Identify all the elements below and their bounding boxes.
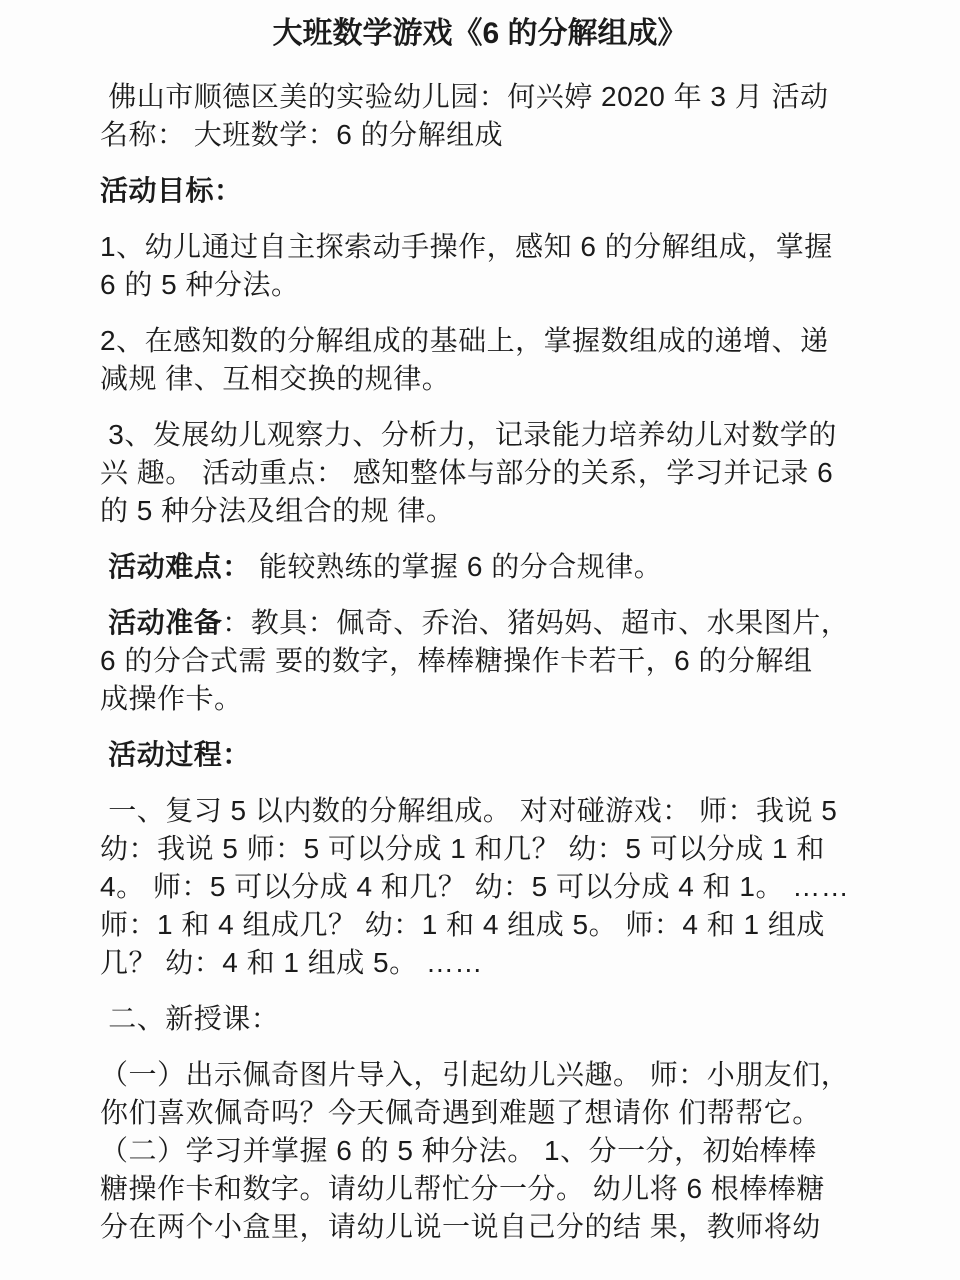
text-line: 的 5 种分法及组合的规 律。	[100, 495, 455, 526]
text-line: 你们喜欢佩奇吗？今天佩奇遇到难题了想请你 们帮帮它。	[100, 1097, 821, 1128]
document-title: 大班数学游戏《6 的分解组成》	[272, 17, 688, 50]
text-line: 佛山市顺德区美的实验幼儿园：何兴婷 2020 年 3 月 活动	[100, 81, 829, 112]
activity-process-heading	[100, 736, 860, 774]
text-line: 糖操作卡和数字。请幼儿帮忙分一分。 幼儿将 6 根棒棒糖	[100, 1173, 825, 1204]
text-line: 活动过程：	[100, 739, 251, 770]
objective-3-paragraph	[100, 416, 860, 530]
text-line: 兴 趣。 活动重点： 感知整体与部分的关系，学习并记录 6	[100, 457, 834, 488]
text-line: 2、在感知数的分解组成的基础上，掌握数组成的递增、递	[100, 325, 829, 356]
new-lesson-heading	[100, 1000, 860, 1038]
text-line: 1、幼儿通过自主探索动手操作，感知 6 的分解组成，掌握	[100, 231, 833, 262]
text-line	[100, 548, 860, 586]
text-line: （一）出示佩奇图片导入，引起幼儿兴趣。 师：小朋友们，	[100, 1059, 850, 1090]
text-line: 成操作卡。	[100, 683, 243, 714]
text-line: 分在两个小盒里，请幼儿说一说自己分的结 果，教师将幼	[100, 1211, 821, 1242]
review-game-paragraph	[100, 792, 860, 982]
text-line: 二、新授课：	[100, 1003, 280, 1034]
activity-difficulty-text: 能较熟练的掌握 6 的分合规律。	[250, 551, 663, 582]
activity-difficulty-paragraph	[100, 548, 860, 586]
text-line: （二）学习并掌握 6 的 5 种分法。 1、分一分，初始棒棒	[100, 1135, 817, 1166]
text-line: 3、发展幼儿观察力、分析力，记录能力培养幼儿对数学的	[100, 419, 837, 450]
activity-preparation-label: 活动准备	[100, 607, 223, 638]
activity-objectives-heading	[100, 172, 860, 210]
new-lesson-paragraph	[100, 1056, 860, 1246]
text-line: 6 的 5 种分法。	[100, 269, 300, 300]
intro-paragraph	[100, 78, 860, 154]
text-line: 几？ 幼：4 和 1 组成 5。 ……	[100, 947, 483, 978]
text-line: 4。 师：5 可以分成 4 和几？ 幼：5 可以分成 4 和 1。 ……	[100, 871, 850, 902]
objective-1-paragraph	[100, 228, 860, 304]
text-line	[100, 604, 860, 642]
text-line: 减规 律、互相交换的规律。	[100, 363, 451, 394]
activity-preparation-text: ：教具：佩奇、乔治、猪妈妈、超市、水果图片，	[222, 607, 850, 638]
objective-2-paragraph	[100, 322, 860, 398]
text-line: 名称： 大班数学：6 的分解组成	[100, 119, 504, 150]
text-line: 师：1 和 4 组成几？ 幼：1 和 4 组成 5。 师：4 和 1 组成	[100, 909, 825, 940]
activity-preparation-paragraph	[100, 604, 860, 718]
activity-difficulty-label: 活动难点：	[100, 551, 251, 582]
text-line: 6 的分合式需 要的数字，棒棒糖操作卡若干，6 的分解组	[100, 645, 813, 676]
text-line: 一、复习 5 以内数的分解组成。 对对碰游戏： 师：我说 5	[100, 795, 838, 826]
text-line: 活动目标：	[100, 175, 243, 206]
text-line: 幼：我说 5 师：5 可以分成 1 和几？ 幼：5 可以分成 1 和	[100, 833, 825, 864]
